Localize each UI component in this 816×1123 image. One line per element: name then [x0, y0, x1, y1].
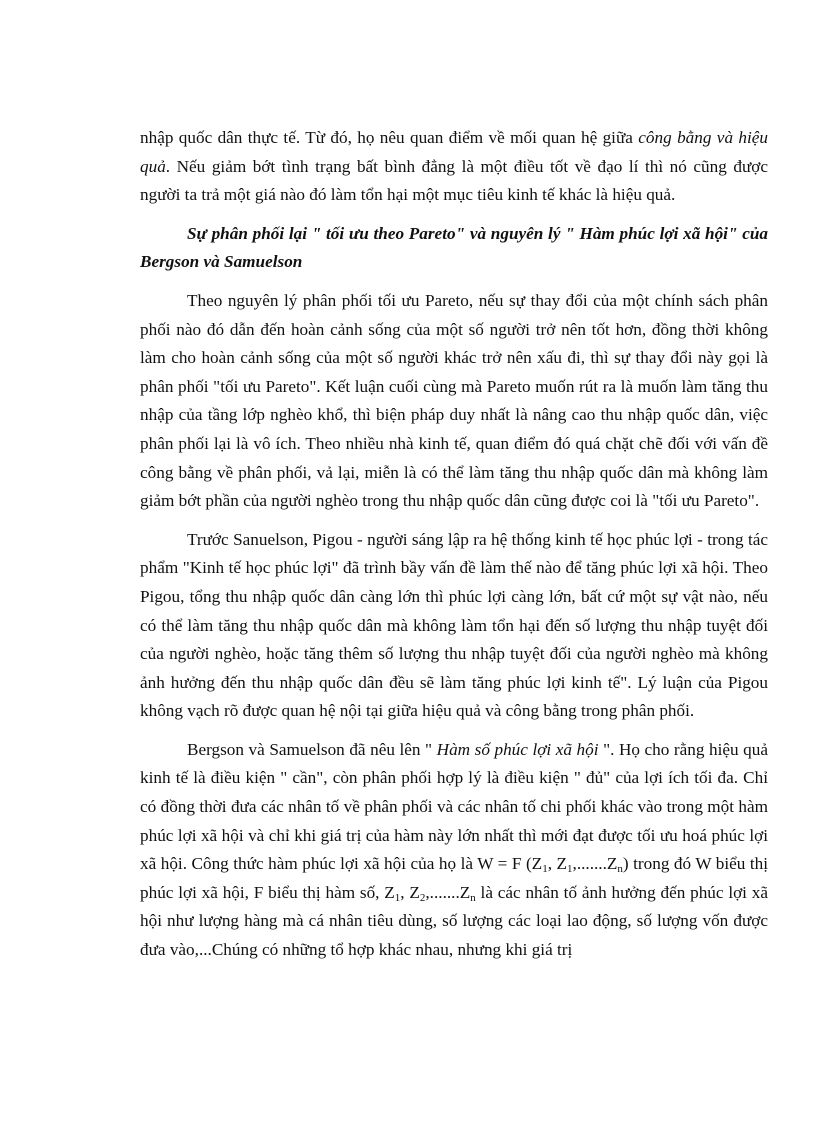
paragraph-4: Bergson và Samuelson đã nêu lên " Hàm số phúc lợi xã hội ". Họ cho rằng hiệu quả kinh tế là điều kiện " cần", còn phân phối hợp lý là điều kiện " đủ" của lợi ích tối đa. Chỉ có đồng thời đưa các nhân tố về phân phối và các nhân tố chi phối khác vào trong một hàm phúc lợi xã hội và chỉ khi giá trị của hàm này lớn nhất thì mới đạt được tối ưu hoá phúc lợi xã hội. Công thức hàm phúc lợi xã hội của họ là W = F ($Z_1$, $Z_1,.......Z_n$) trong đó W biểu thị phúc lợi xã hội, F biểu thị hàm số, $Z_1$, $Z_2,.......Z_n$ là các nhân tố ảnh hưởng đến phúc lợi xã hội như lượng hàng mà cá nhân tiêu dùng, số lượng các loại lao động, số lượng vốn được đưa vào,...Chúng có những tổ hợp khác nhau, nhưng khi giá trị [140, 739, 769, 960]
subscript: 1 [394, 891, 401, 904]
emphasis-ham-so: Hàm số phúc lợi xã hội [436, 739, 599, 759]
paragraph-2: Theo nguyên lý phân phối tối ưu Pareto, nếu sự thay đổi của một chính sách phân phối nào đó dẫn đến hoàn cảnh sống của một số người trở nên tốt hơn, đồng thời không làm cho hoàn cảnh sống của một số người khác trở nên xấu đi, thì sự thay đổi này gọi là phân phối "tối ưu Pareto". Kết luận cuối cùng mà Pareto muốn rút ra là muốn làm tăng thu nhập của tầng lớp nghèo khổ, thì biện pháp duy nhất là nâng cao thu nhập quốc dân, việc phân phối lại là vô ích. Theo nhiều nhà kinh tế, quan điểm đó quá chặt chẽ đối với vấn đề công bằng về phân phối, vả lại, miễn là có thể làm tăng thu nhập quốc dân mà không làm giảm bớt phần của người nghèo trong thu nhập quốc dân cũng được coi là "tối ưu Pareto". [140, 290, 768, 511]
section-heading: Sự phân phối lại " tối ưu theo Pareto" và nguyên lý " Hàm phúc lợi xã hội" của Bergson và Samuelson [140, 223, 768, 272]
paragraph-3: Trước Sanuelson, Pigou - người sáng lập ra hệ thống kinh tế học phúc lợi - trong tác phẩm "Kinh tế học phúc lợi" đã trình bầy vấn đề làm thế nào để tăng phúc lợi xã hội. Theo Pigou, tổng thu nhập quốc dân càng lớn thì phúc lợi càng lớn, bất cứ một sự vật nào, nếu có thể làm tăng thu nhập quốc dân mà không làm tổn hại đến số lượng thu nhập tuyệt đối của người nghèo, hoặc tăng thêm số lượng thu nhập tuyệt đối của người nghèo mà không ảnh hưởng đến thu nhập quốc dân đều sẽ làm tăng phúc lợi kinh tế". Lý luận của Pigou không vạch rõ được quan hệ nội tại giữa hiệu quả và công bằng trong phân phối. [140, 529, 768, 721]
subscript: 1 [542, 863, 548, 876]
subscript: n [470, 891, 476, 904]
subscript: 1 [567, 863, 573, 876]
subscript: n [617, 863, 623, 876]
emphasis-cong-bang: công bằng và hiệu quả [140, 128, 768, 176]
document-page [140, 124, 768, 965]
paragraph-1: nhập quốc dân thực tế. Từ đó, họ nêu quan điểm về mối quan hệ giữa công bằng và hiệu quả. Nếu giảm bớt tình trạng bất bình đẳng là một điều tốt về đạo lí thì nó cũng được người ta trả một giá nào đó làm tổn hại một mục tiêu kinh tế khác là hiệu quả. [140, 128, 768, 205]
subscript: 2 [419, 891, 426, 904]
